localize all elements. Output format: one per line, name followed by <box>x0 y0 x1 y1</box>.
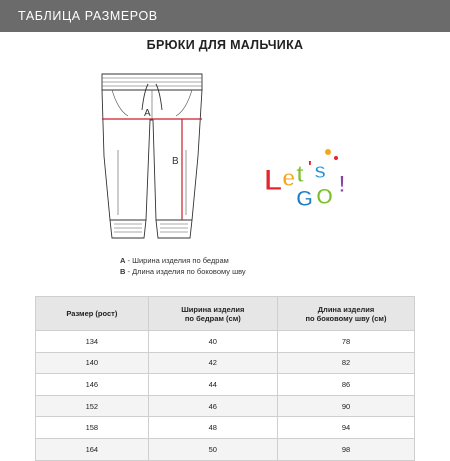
cell-size: 134 <box>36 331 149 353</box>
cell-width: 40 <box>148 331 277 353</box>
svg-text:O: O <box>316 184 334 209</box>
header-bar <box>0 0 450 32</box>
svg-text:t: t <box>296 161 304 188</box>
svg-text:s: s <box>314 158 327 183</box>
size-table <box>35 296 415 461</box>
header-size: Размер (рост) <box>36 297 149 331</box>
svg-text:!: ! <box>338 171 346 198</box>
cell-size: 158 <box>36 417 149 439</box>
table-row <box>36 438 415 460</box>
cell-length: 78 <box>277 331 414 353</box>
cell-width: 48 <box>148 417 277 439</box>
label-b: B <box>172 156 179 167</box>
cell-length: 82 <box>277 352 414 374</box>
cell-size: 152 <box>36 395 149 417</box>
table-row <box>36 374 415 396</box>
label-a: A <box>144 108 151 119</box>
legend-item-b: B - Длина изделия по боковому шву <box>120 267 246 276</box>
cell-width: 42 <box>148 352 277 374</box>
pants-diagram <box>98 70 208 245</box>
table-row <box>36 417 415 439</box>
cell-size: 140 <box>36 352 149 374</box>
table-row <box>36 331 415 353</box>
header-hip-width: Ширина изделия по бедрам (см) <box>148 297 277 331</box>
table-row <box>36 352 415 374</box>
lets-go-logo <box>262 142 358 212</box>
cell-width: 44 <box>148 374 277 396</box>
svg-text:G: G <box>296 186 314 211</box>
svg-text:L: L <box>264 164 283 197</box>
legend <box>120 255 246 277</box>
cell-size: 164 <box>36 438 149 460</box>
header-side-length: Длина изделия по боковому шву (см) <box>277 297 414 331</box>
cell-width: 46 <box>148 395 277 417</box>
table-header-row <box>36 297 415 331</box>
header-title: ТАБЛИЦА РАЗМЕРОВ <box>18 9 158 23</box>
cell-width: 50 <box>148 438 277 460</box>
svg-text:e: e <box>282 165 296 192</box>
cell-size: 146 <box>36 374 149 396</box>
document-title: БРЮКИ ДЛЯ МАЛЬЧИКА <box>146 38 304 52</box>
cell-length: 94 <box>277 417 414 439</box>
table-row <box>36 395 415 417</box>
cell-length: 90 <box>277 395 414 417</box>
cell-length: 98 <box>277 438 414 460</box>
cell-length: 86 <box>277 374 414 396</box>
svg-text:': ' <box>308 159 312 176</box>
legend-item-a: A - Ширина изделия по бедрам <box>120 256 229 265</box>
